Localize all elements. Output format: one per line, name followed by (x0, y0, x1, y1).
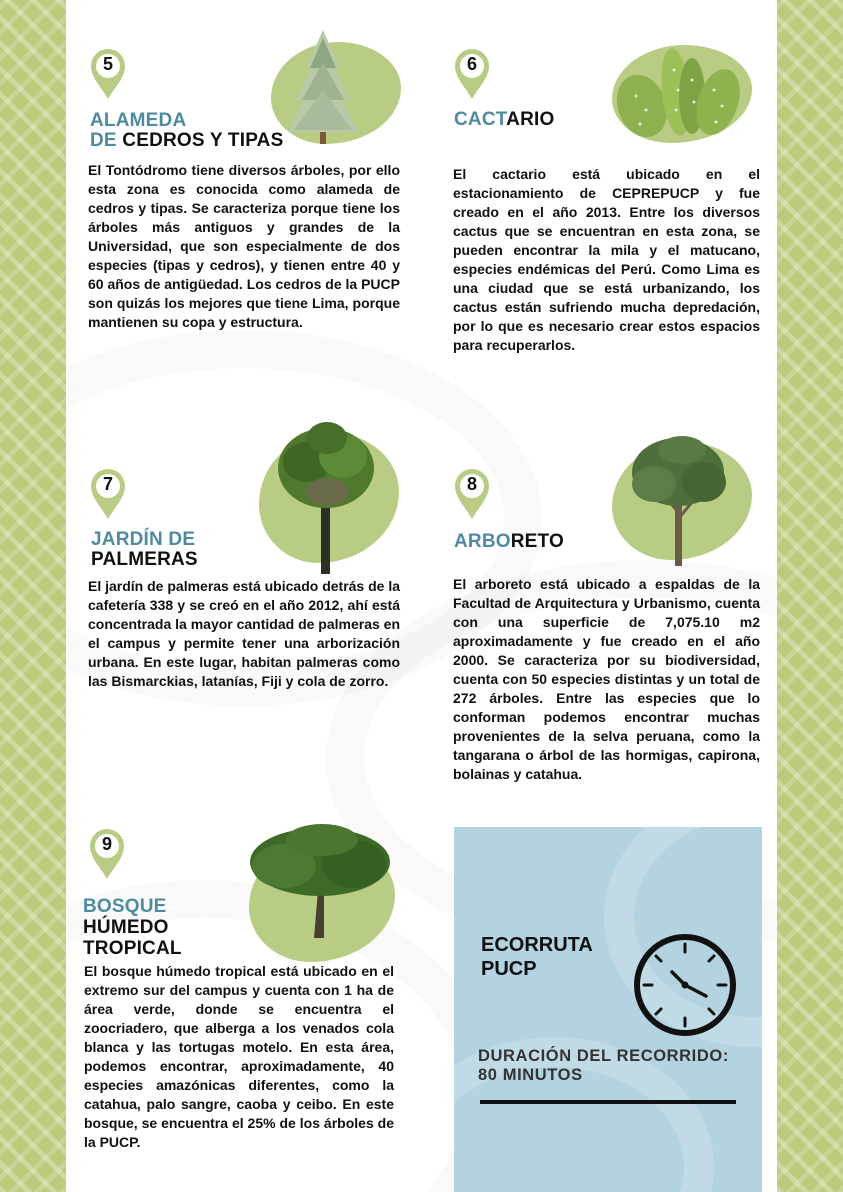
page (66, 0, 777, 1192)
broadleaf-tree-icon (244, 820, 394, 940)
section-bosque (66, 820, 406, 1192)
title-accent: ALAMEDA (90, 110, 187, 131)
section-number: 5 (102, 54, 113, 74)
section-title (90, 111, 330, 151)
section-title (454, 532, 654, 552)
left-pattern-band (0, 0, 66, 1192)
section-text: El bosque húmedo tropical está ubicado en el extremo sur del campus y cuenta con 1 ha de área verde, donde se encuentra el zoocriadero, que alberga a los venados cola blanca y las tortugas motelo. En esta área, podemos encontrar, aproximadamente, 40 especies amazónicas diferentes, como la catahua, palo sangre, caoba y ceibo. En este bosque, se encuentra el 25% de los árboles de la PUCP. (84, 963, 394, 1150)
section-palmeras (66, 410, 406, 730)
title-rest: RETO (510, 531, 564, 552)
section-arboreto (446, 410, 766, 790)
location-pin-icon (88, 46, 128, 100)
title-accent: JARDÍN DE (91, 529, 196, 550)
section-number: 7 (102, 474, 113, 494)
location-pin-icon (87, 826, 127, 880)
route-duration: DURACIÓN DEL RECORRIDO: 80 MINUTOS (478, 1047, 729, 1084)
title-rest: TROPICAL (83, 938, 182, 959)
section-title (91, 530, 291, 570)
route-info-box (454, 827, 762, 1192)
right-pattern-band (777, 0, 843, 1192)
title-accent: DE (90, 130, 117, 151)
title-rest: CEDROS Y TIPAS (116, 130, 284, 151)
section-title (83, 896, 263, 959)
section-number: 9 (101, 834, 112, 854)
title-rest: HÚMEDO (83, 917, 169, 938)
section-text: El jardín de palmeras está ubicado detrás de la cafetería 338 y se creó en el año 2012, ahí está concentrada la mayor cantidad de palmeras en el campus y permite tener una arborización urbana. En este lugar, habitan palmeras como las Bismarckias, latanías, Fiji y cola de zorro. (88, 578, 401, 689)
section-alameda (66, 0, 406, 360)
clock-icon (632, 932, 738, 1038)
title-accent: ARBO (454, 531, 511, 552)
location-pin-icon (452, 466, 492, 520)
section-number: 6 (466, 54, 477, 74)
title-rest: ARIO (506, 109, 555, 130)
section-cactario (446, 0, 766, 360)
route-title: ECORRUTA PUCP (481, 934, 593, 980)
divider-line (480, 1100, 736, 1104)
section-text: El arboreto está ubicado a espaldas de la Facultad de Arquitectura y Urbanismo, cuenta con una superficie de 7,075.10 m2 aproximadamente y fue creado en el año 2000. Se caracteriza por su biodiversidad, cuenta con 50 especies distintas y un total de 272 árboles. Entre las especies que lo conforman podemos encontrar muchas provenientes de la selva peruana, como la tangarana o árbol de las hormigas, capirona, bolainas y catahua. (453, 576, 760, 782)
title-accent: CACT (454, 109, 507, 130)
title-accent: BOSQUE (83, 896, 167, 917)
section-title (454, 110, 654, 130)
section-number: 8 (466, 474, 477, 494)
section-text: El cactario está ubicado en el estacionamiento de CEPREPUCP y fue creado en el año 2013. Entre los diversos cactus que se encuentran en esta zona, se pueden encontrar la mila y el matucano, especies endémicas del Perú. Como Lima es una ciudad que se está urbanizando, los cactus están sufriendo mucha depredación, por lo que es necesario crear estos espacios para recuperarlos. (453, 166, 760, 353)
location-pin-icon (88, 466, 128, 520)
location-pin-icon (452, 46, 492, 100)
title-rest: PALMERAS (91, 549, 198, 570)
section-text: El Tontódromo tiene diversos árboles, por ello esta zona es conocida como alameda de cedros y tipas. Se caracteriza porque tiene los árboles más antiguos y grandes de la Universidad, que son especialmente de dos especies (tipas y cedros), y tienen entre 40 y 60 años de antigüedad. Los cedros de la PUCP son quizás los mejores que tiene Lima, porque mantienen su copa y estructura. (88, 162, 400, 330)
